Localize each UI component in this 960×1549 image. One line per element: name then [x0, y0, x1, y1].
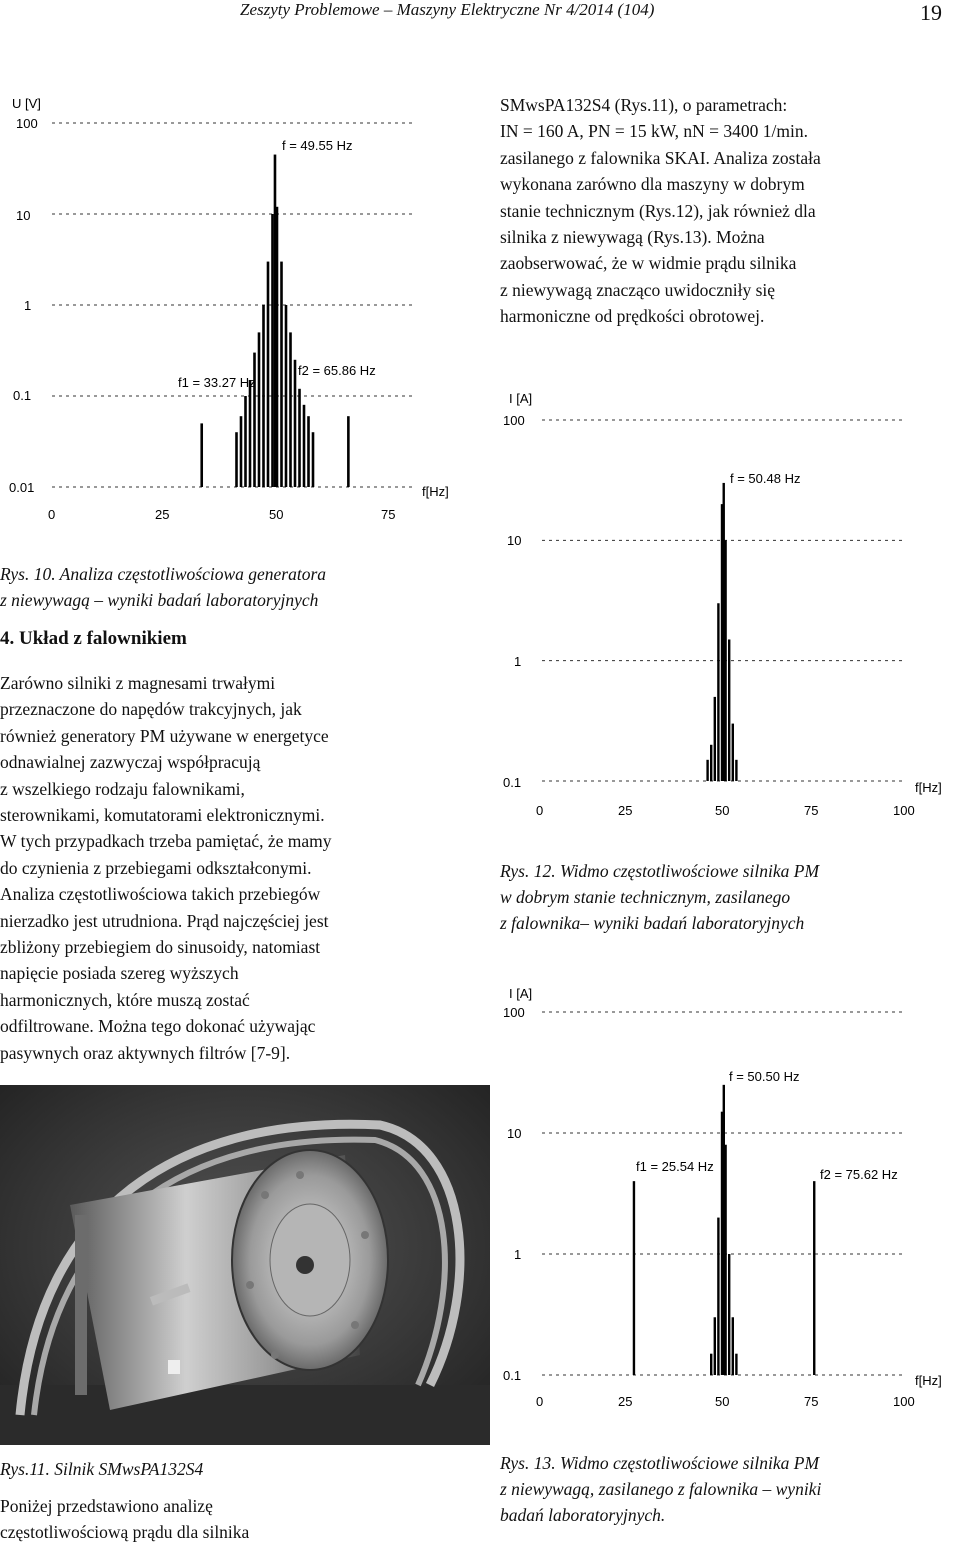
chart3-annotation-f2: f2 = 75.62 Hz: [820, 1167, 898, 1182]
chart-rys13: [490, 980, 960, 1416]
chart1-annotation-f: f = 49.55 Hz: [282, 138, 353, 153]
text-line: do czynienia z przebiegami odkształconymi.: [0, 857, 312, 878]
chart1-xlabel: f[Hz]: [422, 484, 449, 499]
chart2-ytick-100: 100: [503, 413, 525, 428]
journal-title: Zeszyty Problemowe – Maszyny Elektryczne Nr 4/2014 (104): [240, 0, 655, 19]
text-line: harmonicznych, które muszą zostać: [0, 989, 250, 1010]
caption-rys13: [500, 1450, 955, 1528]
text-line: z wszelkiego rodzaju falownikami,: [0, 778, 245, 799]
text-line: Zarówno silniki z magnesami trwałymi: [0, 673, 276, 693]
text-line: IN = 160 A, PN = 15 kW, nN = 3400 1/min.: [500, 121, 809, 142]
page-header: [240, 0, 960, 30]
spectrum-bar: [714, 697, 716, 781]
chart1-xtick-50: 50: [269, 507, 284, 522]
text-line: sterownikami, komutatorami elektronicznymi.: [0, 805, 325, 826]
text-line: SMwsPA132S4 (Rys.11), o parametrach:: [500, 95, 788, 115]
chart1-ytick-0.01: 0.01: [9, 480, 35, 495]
chart3-xtick-0: 0: [536, 1394, 544, 1409]
chart3-xtick-50: 50: [715, 1394, 730, 1409]
spectrum-bar: [276, 207, 279, 487]
spectrum-bar: [289, 332, 292, 487]
chart-rys12: [490, 385, 960, 825]
chart3-ylabel: I [A]: [509, 986, 533, 1001]
chart1-xtick-0: 0: [48, 507, 56, 522]
chart3-xtick-25: 25: [618, 1394, 633, 1409]
text-line: W tych przypadkach trzeba pamiętać, że mamy: [0, 831, 332, 852]
spectrum-bar: [258, 332, 261, 487]
spectrum-bar: [735, 760, 737, 781]
spectrum-bar: [717, 603, 719, 781]
text-line: przeznaczone do napędów trakcyjnych, jak: [0, 699, 302, 720]
caption-line: Rys. 12. Widmo częstotliwościowe silnika PM: [500, 861, 820, 881]
chart2-xtick-75: 75: [804, 803, 819, 818]
caption-rys12: [500, 858, 955, 936]
spectrum-bar: [253, 353, 256, 487]
spectrum-bar: [732, 724, 734, 781]
spectrum-bar: [724, 540, 726, 781]
chart1-ylabel: U [V]: [12, 96, 41, 111]
text-line: harmoniczne od prędkości obrotowej.: [500, 306, 765, 327]
caption-rys11: Rys.11. Silnik SMwsPA132S4: [0, 1459, 204, 1479]
chart1-xtick-25: 25: [155, 507, 170, 522]
chart2-xtick-25: 25: [618, 803, 633, 818]
chart2-xlabel: f[Hz]: [915, 780, 942, 795]
chart2-annotation-f: f = 50.48 Hz: [730, 471, 801, 486]
caption-line: badań laboratoryjnych.: [500, 1505, 666, 1525]
caption-line: z falownika– wyniki badań laboratoryjnych: [500, 913, 805, 933]
spectrum-bar: [706, 760, 708, 781]
text-line: zasilanego z falownika SKAI. Analiza została: [500, 147, 821, 168]
text-line: częstotliwościową prądu dla silnika: [0, 1522, 250, 1543]
chart3-xtick-75: 75: [804, 1394, 819, 1409]
chart2-xtick-100: 100: [893, 803, 915, 818]
chart-rys10: [0, 95, 470, 525]
spectrum-bar: [710, 745, 712, 781]
spectrum-bar: [249, 380, 252, 487]
text-line: z niewywagą znacząco uwidoczniły się: [500, 279, 776, 300]
spectrum-bar: [732, 1317, 734, 1375]
spectrum-bar: [633, 1181, 635, 1375]
spectrum-bar: [294, 360, 297, 487]
caption-line: Rys. 13. Widmo częstotliwościowe silnika PM: [500, 1453, 820, 1473]
spectrum-bar: [271, 214, 274, 487]
caption-line: Rys. 10. Analiza częstotliwościowa generatora: [0, 564, 327, 584]
spectrum-bar: [280, 262, 283, 487]
chart2-ytick-10: 10: [507, 533, 522, 548]
spectrum-bar: [267, 262, 270, 487]
chart3-ytick-1: 1: [514, 1247, 522, 1262]
text-line: pasywnych oraz aktywnych filtrów [7-9].: [0, 1042, 291, 1063]
text-line: odfiltrowane. Można tego dokonać używając: [0, 1016, 316, 1037]
text-line: silnika z niewywagą (Rys.13). Można: [500, 227, 765, 248]
chart3-annotation-f: f = 50.50 Hz: [729, 1069, 800, 1084]
motor-photo: [0, 1085, 490, 1445]
spectrum-bar: [285, 305, 288, 487]
chart1-ytick-10: 10: [16, 208, 31, 223]
chart1-ytick-100: 100: [16, 116, 38, 131]
chart1-xtick-75: 75: [381, 507, 396, 522]
bottom-paragraph: [0, 1493, 458, 1546]
section-title: 4. Układ z falownikiem: [0, 628, 187, 649]
spectrum-bar: [813, 1181, 815, 1375]
chart3-ytick-10: 10: [507, 1126, 522, 1141]
text-line: nierzadko jest utrudniona. Prąd najczęściej jest: [0, 910, 329, 931]
spectrum-bar: [735, 1354, 737, 1375]
text-line: również generatory PM używane w energetyce: [0, 725, 329, 746]
spectrum-bar: [724, 1145, 726, 1375]
caption-line: z niewywagą – wyniki badań laboratoryjnych: [0, 590, 319, 610]
spectrum-bar: [262, 305, 265, 487]
text-line: odnawialnej zazwyczaj współpracują: [0, 752, 261, 773]
page-number: 19: [920, 0, 942, 25]
chart2-ylabel: I [A]: [509, 391, 533, 406]
chart3-ytick-100: 100: [503, 1005, 525, 1020]
chart1-annotation-f2: f2 = 65.86 Hz: [298, 363, 376, 378]
spectrum-bar: [240, 416, 243, 487]
text-line: wykonana zarówno dla maszyny w dobrym: [500, 174, 805, 195]
chart2-ytick-1: 1: [514, 654, 522, 669]
spectrum-bar: [710, 1354, 712, 1375]
spectrum-bar: [728, 639, 730, 781]
spectrum-bar: [303, 405, 306, 487]
chart1-ytick-1: 1: [24, 298, 32, 313]
spectrum-bar: [728, 1254, 730, 1375]
text-line: napięcie posiada szereg wyższych: [0, 963, 239, 984]
text-line: Analiza częstotliwościowa takich przebiegów: [0, 884, 321, 905]
caption-rys10: [0, 561, 470, 613]
chart3-annotation-f1: f1 = 25.54 Hz: [636, 1159, 714, 1174]
chart1-ytick-0.1: 0.1: [13, 388, 32, 403]
text-line: Poniżej przedstawiono analizę: [0, 1496, 213, 1516]
spectrum-bar: [298, 389, 301, 487]
spectrum-bar: [244, 396, 247, 487]
chart2-ytick-0.1: 0.1: [503, 775, 522, 790]
spectrum-bar: [347, 416, 350, 487]
text-line: zaobserwować, że w widmie prądu silnika: [500, 253, 797, 274]
caption-line: w dobrym stanie technicznym, zasilanego: [500, 887, 791, 907]
text-line: zbliżony przebiegiem do sinusoidy, natomiast: [0, 937, 321, 958]
caption-line: z niewywagą, zasilanego z falownika – wyniki: [500, 1479, 822, 1499]
chart2-xtick-50: 50: [715, 803, 730, 818]
chart1-annotation-f1: f1 = 33.27 Hz: [178, 375, 256, 390]
spectrum-bar: [714, 1317, 716, 1375]
spectrum-bar: [312, 432, 315, 487]
spectrum-bar: [717, 1218, 719, 1375]
left-paragraph: [0, 670, 458, 1066]
spectrum-bar: [200, 423, 203, 487]
chart2-xtick-0: 0: [536, 803, 544, 818]
chart3-xlabel: f[Hz]: [915, 1373, 942, 1388]
spectrum-bar: [235, 432, 238, 487]
right-top-paragraph: [500, 92, 955, 330]
chart3-ytick-0.1: 0.1: [503, 1368, 522, 1383]
spectrum-bar: [307, 416, 310, 487]
text-line: stanie technicznym (Rys.12), jak również dla: [500, 200, 816, 221]
chart3-xtick-100: 100: [893, 1394, 915, 1409]
